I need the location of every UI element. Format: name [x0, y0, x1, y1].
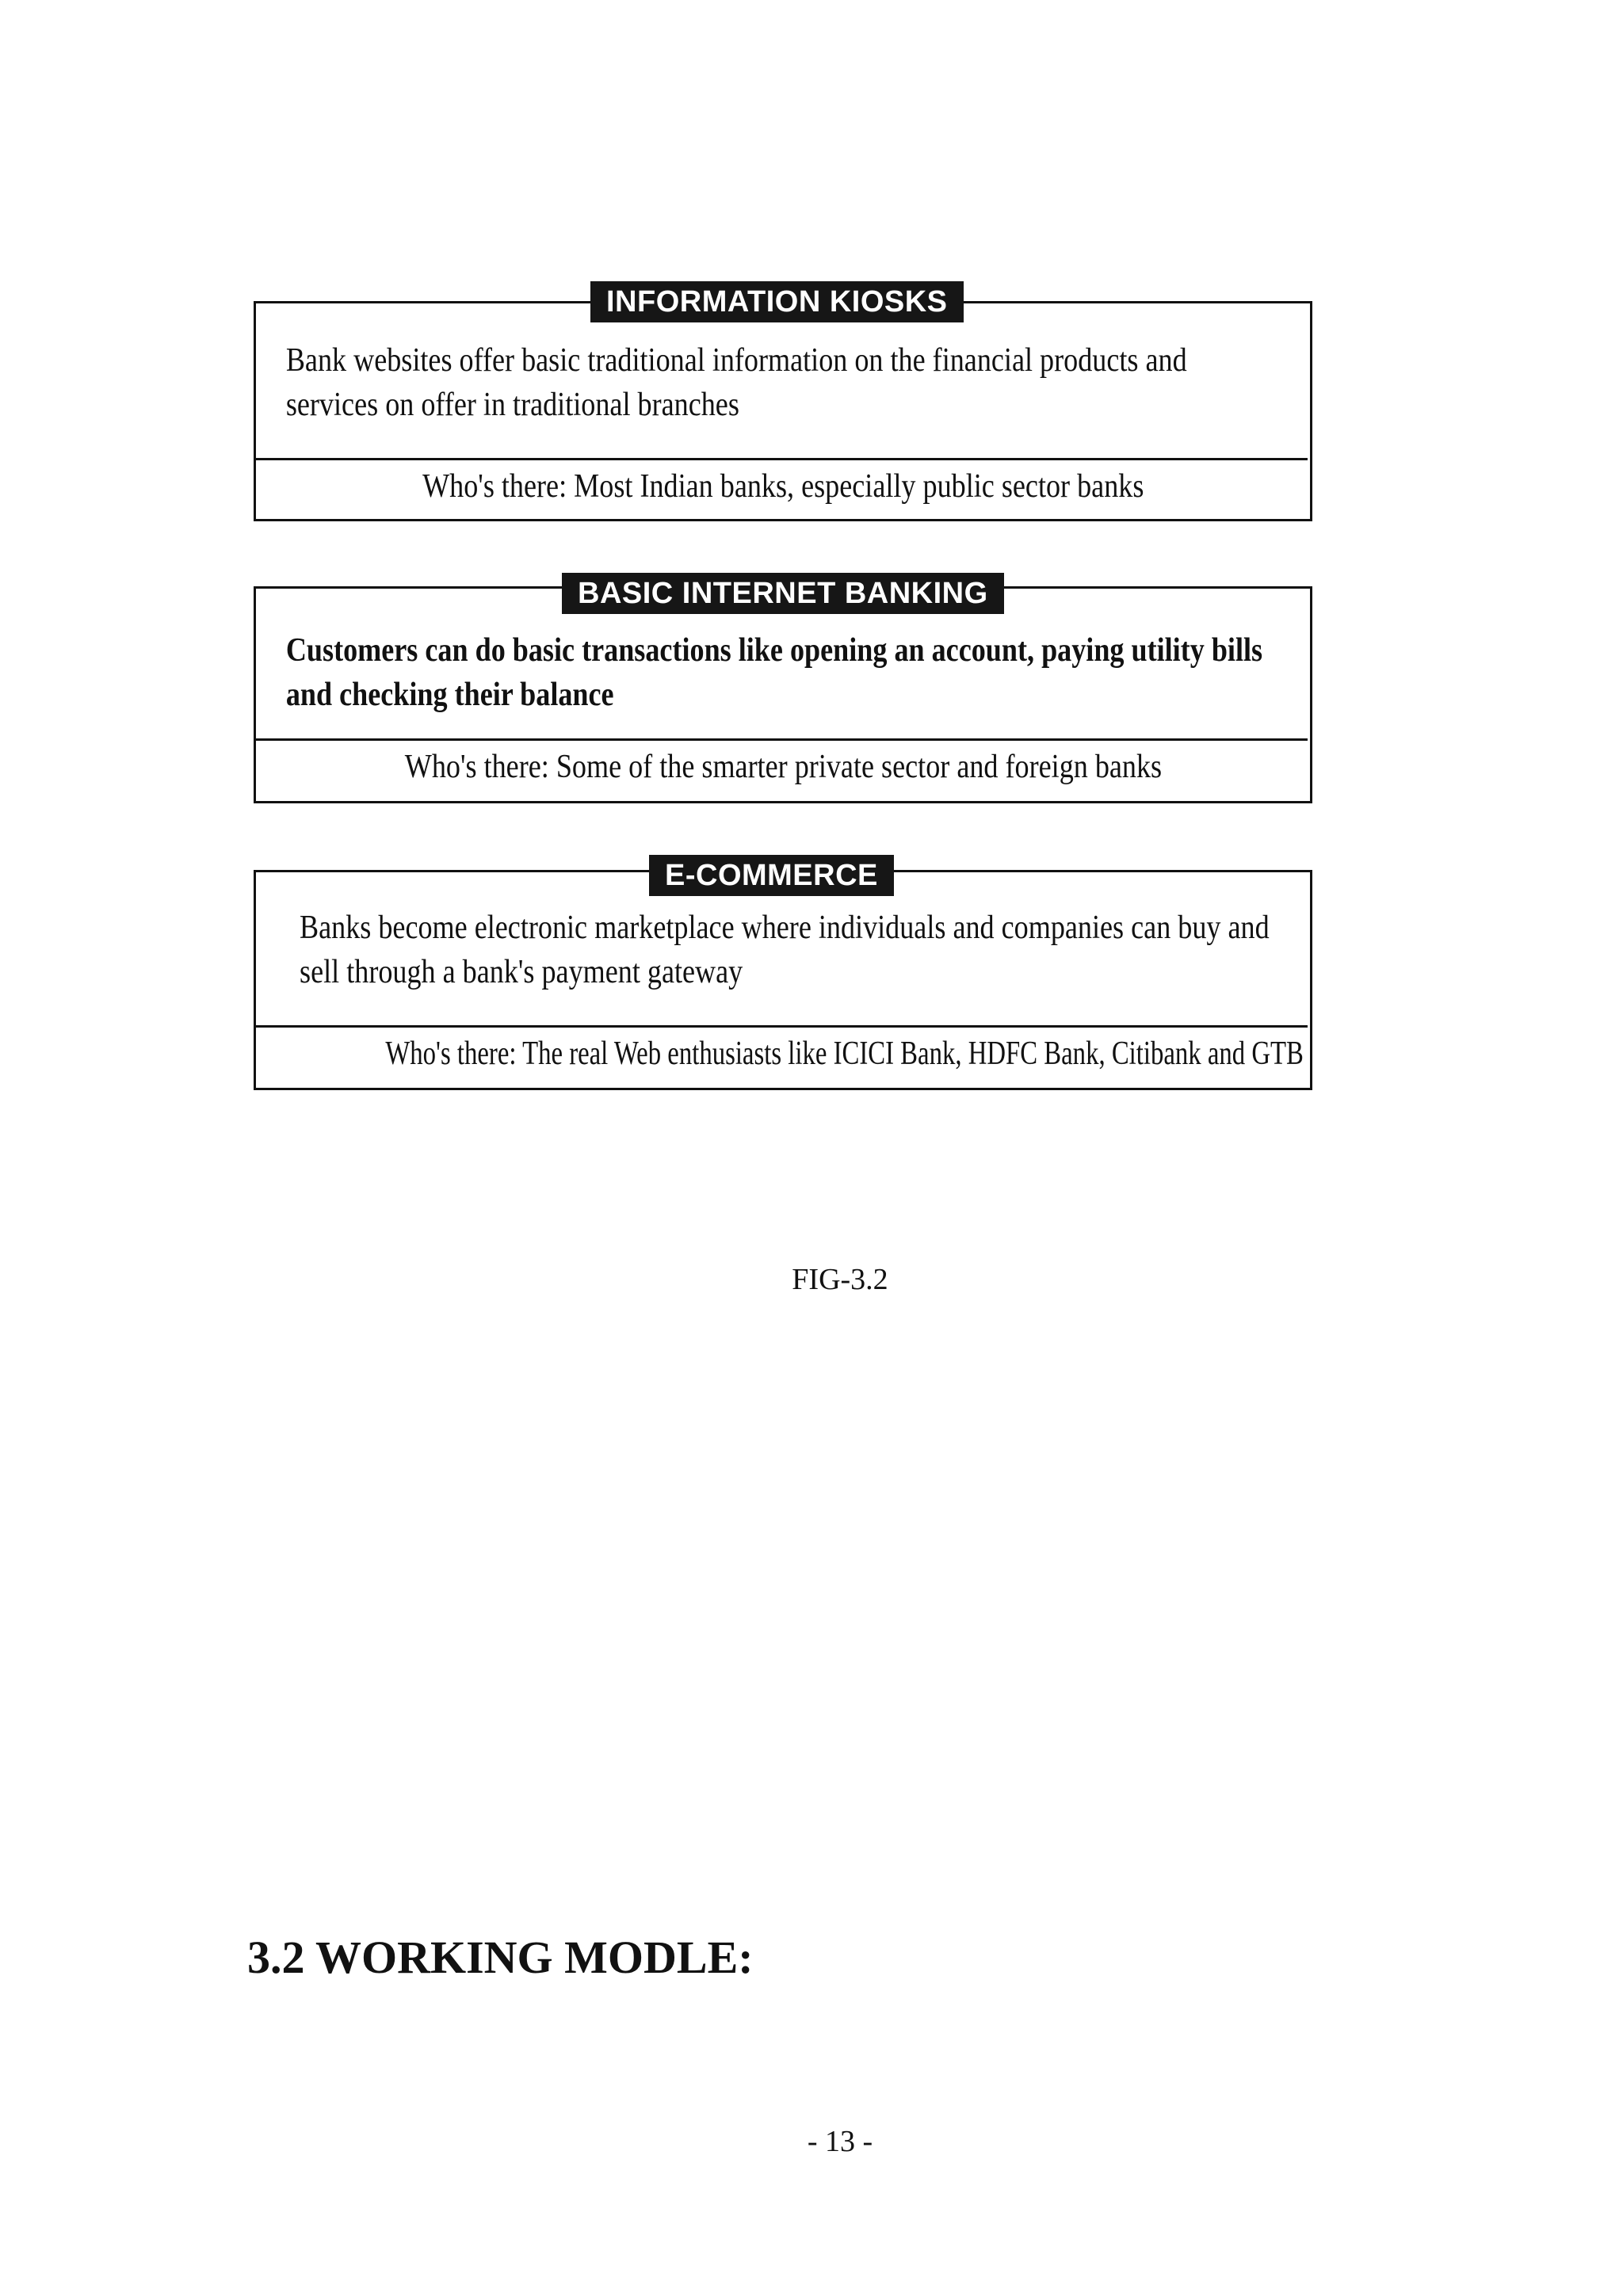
- stage-description: Bank websites offer basic traditional information on the financial products and services on offer in traditional branches: [256, 303, 1308, 460]
- stage-description: Banks become electronic marketplace where individuals and companies can buy and sell through a bank's payment gateway: [256, 872, 1308, 1028]
- figure-caption: FIG-3.2: [792, 1263, 888, 1296]
- stage-label: INFORMATION KIOSKS: [590, 281, 964, 322]
- stage-description: Customers can do basic transactions like opening an account, paying utility bills and checking their balance: [256, 589, 1308, 741]
- stage-whos-there-text: Who's there: Most Indian banks, especially public sector banks: [422, 468, 1144, 505]
- stage-whos-there: [256, 741, 1310, 801]
- stage-box-basic-internet-banking: [254, 577, 1312, 803]
- stage-box-e-commerce: [254, 859, 1312, 1090]
- stage-whos-there-text: Who's there: Some of the smarter private sector and foreign banks: [404, 749, 1162, 785]
- stage-box-information-kiosks: [254, 285, 1312, 521]
- stage-whos-there: [256, 1028, 1310, 1088]
- stage-label: E-COMMERCE: [649, 855, 894, 896]
- page-number: - 13 -: [807, 2125, 873, 2158]
- section-heading: 3.2 WORKING MODLE:: [247, 1932, 754, 1983]
- stage-whos-there: [256, 460, 1310, 519]
- stage-whos-there-text: Who's there: The real Web enthusiasts like ICICI Bank, HDFC Bank, Citibank and GTB: [385, 1035, 1304, 1072]
- stage-label: BASIC INTERNET BANKING: [562, 573, 1004, 614]
